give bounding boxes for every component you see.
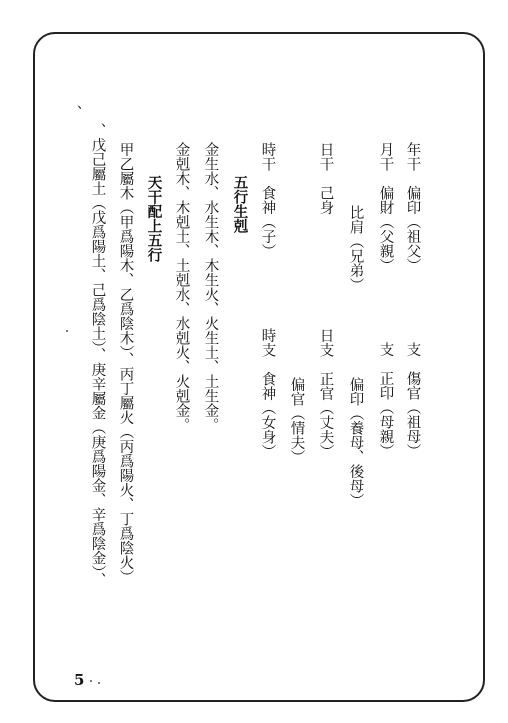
line-lover: 偏官（情夫） [288,377,305,464]
line-month-stem: 月干 偏財（父親） [377,142,394,273]
print-speck [90,680,92,682]
line-stems-wood-fire: 甲乙屬木（甲爲陽木、乙爲陰木）、丙丁屬火（丙爲陽火、丁爲陰火） [117,142,134,585]
print-speck [98,682,100,684]
heading-stems-elements: 天干配上五行 [145,175,163,262]
line-year-stem: 年干 偏印（祖父） [404,142,421,273]
line-hour-branch: 時支 食神（女身） [259,328,276,459]
line-overcoming-cycle: 金剋木、木剋土、土剋水、水剋火、火剋金。 [173,142,190,432]
page-number: 5 [74,671,85,689]
line-day-branch: 日支 正官（丈夫） [317,328,334,459]
line-generating-cycle: 金生水、水生木、木生火、火生土、土生金。 [202,142,219,432]
line-trailing-comma: 、 [65,105,82,120]
line-hour-stem: 時干 食神（子） [259,142,276,258]
line-day-stem: 日干 己身 [317,142,334,215]
line-adoptive-mother: 偏印（養母、後母） [347,377,364,508]
line-stems-earth-metal: 、戊己屬土（戊爲陽土、己爲陰土）、庚辛屬金（庚爲陽金、辛爲陰金）、 [89,123,106,587]
line-month-branch: 支 正印（母親） [377,342,394,458]
line-year-branch: 支 傷官（祖母） [404,342,421,458]
print-speck [66,330,68,332]
heading-five-elements: 五行生剋 [231,175,249,233]
line-sibling: 比肩（兄弟） [347,205,364,292]
